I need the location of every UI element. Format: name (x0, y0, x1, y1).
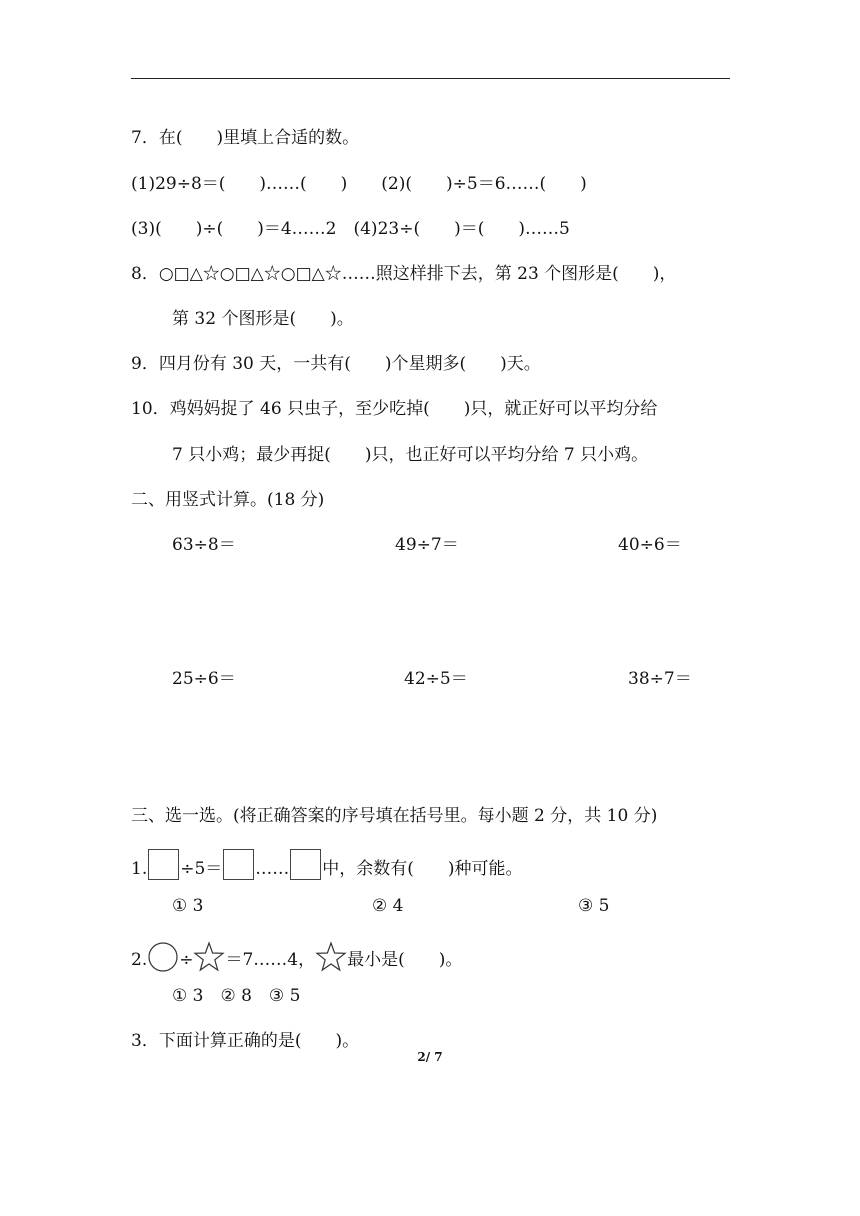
star-icon (315, 941, 347, 973)
q7-line1: (1)29÷8＝( )……( ) (2)( )÷5＝6……( ) (131, 174, 587, 194)
s3-q2-options: ① 3 ② 8 ③ 5 (172, 986, 301, 1006)
q10-line1: 10．鸡妈妈捉了 46 只虫子，至少吃掉( )只，就正好可以平均分给 (131, 399, 658, 419)
calc-item: 25÷6＝ (172, 669, 236, 689)
s3-q1-prefix: 1. (131, 859, 148, 879)
s3-q2-div: ÷ (179, 950, 194, 970)
q7-line2: (3)( )÷( )＝4……2 (4)23÷( )＝( )……5 (131, 219, 570, 239)
s3-q3-title: 3．下面计算正确的是( )。 (131, 1031, 360, 1051)
q9-line: 9．四月份有 30 天，一共有( )个星期多( )天。 (131, 354, 541, 374)
s3-q2-prefix: 2. (131, 950, 148, 970)
s3-q1-line (131, 849, 523, 881)
blank-box (223, 849, 254, 880)
header-rule (131, 78, 730, 79)
q8-line2: 第 32 个图形是( )。 (172, 309, 354, 329)
section3-title: 三、选一选。(将正确答案的序号填在括号里。每小题 2 分，共 10 分) (131, 806, 658, 826)
s3-q2-line (131, 941, 462, 973)
s3-q1-div: ÷5＝ (180, 859, 223, 879)
calc-item: 63÷8＝ (172, 535, 236, 555)
calc-item: 40÷6＝ (618, 535, 682, 555)
section2-title: 二、用竖式计算。(18 分) (131, 490, 325, 510)
s3-q2-eq: ＝7……4， (225, 950, 316, 970)
blank-box (148, 849, 179, 880)
calc-item: 42÷5＝ (404, 669, 468, 689)
calc-item: 38÷7＝ (628, 669, 692, 689)
q8-line1: 8．○□△☆○□△☆○□△☆……照这样排下去，第 23 个图形是( )， (131, 264, 677, 284)
calc-item: 49÷7＝ (395, 535, 459, 555)
s3-q1-dots: …… (255, 859, 290, 879)
q7-title: 7．在( )里填上合适的数。 (131, 128, 360, 148)
star-icon (193, 941, 225, 973)
option-3: ③ 5 (578, 896, 610, 916)
circle-icon (147, 941, 179, 973)
q10-line2: 7 只小鸡；最少再捉( )只，也正好可以平均分给 7 只小鸡。 (172, 445, 649, 465)
option-2: ② 4 (372, 896, 404, 916)
option-1: ① 3 (172, 896, 204, 916)
page-number: 2/ 7 (417, 1050, 443, 1064)
blank-box (290, 849, 321, 880)
s3-q1-suffix: 中，余数有( )种可能。 (322, 859, 523, 879)
s3-q2-suffix: 最小是( )。 (347, 950, 463, 970)
